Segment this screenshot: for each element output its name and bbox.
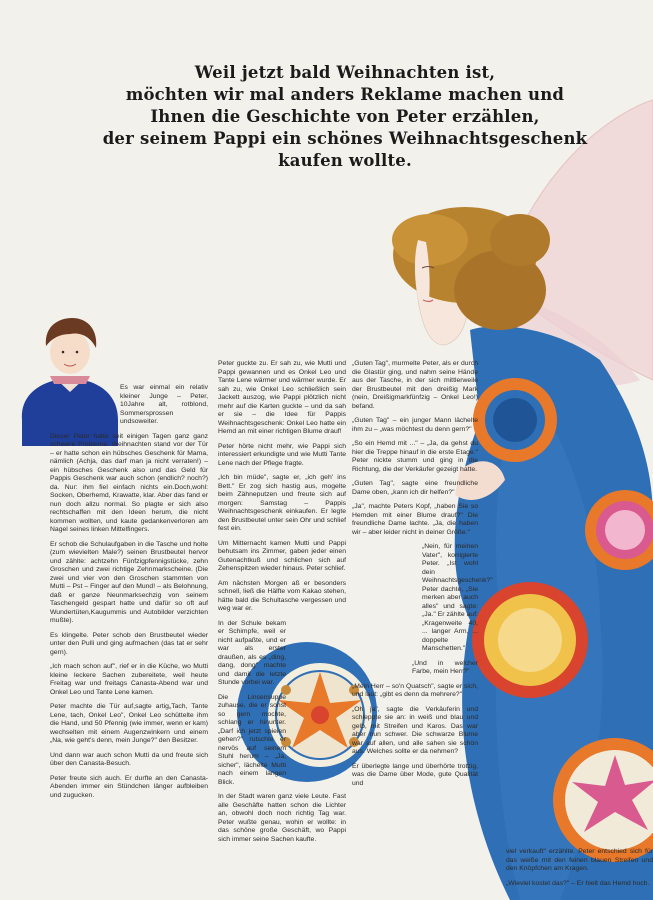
text-column-2 (218, 360, 346, 850)
paragraph: „Guten Tag", murmelte Peter, als er durch die Glastür ging, und nahm seine Hände aus der Tasche, in der sich mittlerweile der Brustbeutel mit den dreißig Mark (nein, Dreißigmarkfünfzig – Onkel Leo!) befand. (352, 360, 478, 410)
headline (95, 62, 595, 172)
paragraph: Die Linsensuppe zuhause, die er sonst so gern mochte, schlang er hinunter. „Darf ich jetzt spielen gehen?" rutschte er nervös auf seinem Stuhl herum – „Ja, sicher", lächelte Mutti nach einem langen Blick. (218, 693, 286, 786)
paragraph: Er schob die Schulaufgaben in die Tasche und holte (zum wievielten Male?) seinen Brustbeutel hervor und zählte: achtzehn Fünfzigpfennigstücke, zehn Groschen und zwei richtige Zehnmarkscheine. (Die zwei und vier von den Groschen stammten von Mutti – Pst – Finger auf den Mund! – als Belohnung, daß er ganze Neunmarksechzig von seinem Taschengeld gespart hatte und dafür so oft auf Wundertüten,Kaugummis und Autobilder verzichten mußte). (50, 540, 208, 624)
paragraph: In der Stadt waren ganz viele Leute. Fast alle Geschäfte hatten schon die Lichter an, obwohl doch noch richtig Tag war. Peter wußte genau, wohin er wollte: in das schöne große Geschäft, wo Pappi sich immer seine Sachen kaufte. (218, 793, 346, 843)
paragraph: „Guten Tag" – ein junger Mann lächelte ihm zu – „was möchtest du denn gern?" (352, 417, 478, 433)
paragraph: „Guten Tag", sagte eine freundliche Dame oben, „kann ich dir helfen?" (352, 480, 478, 496)
text-column-4 (506, 848, 653, 894)
paragraph: „Oh ja", sagte die Verkäuferin und schleppte sie an: in weiß und blau und gelb, mit Streifen und Karos. Das war aber nun schwer. Die schwarze Blume war auf allen, und alle sahen sie schön aus. Welches sollte er da nehmen? (352, 705, 478, 755)
paragraph: Er überlegte lange und überhörte trotzig, was die Dame über Mode, gute Qualität und (352, 762, 478, 787)
paragraph: Peter freute sich auch. Er durfte an den Canasta-Abenden immer ein Stündchen länger aufbleiben und zugucken. (50, 774, 208, 799)
paragraph: Und dann war auch schon Mutti da und freute sich über den Canasta-Besuch. (50, 751, 208, 767)
paragraph: Peter guckte zu. Er sah zu, wie Mutti und Pappi gewannen und es Onkel Leo und Tante Lene wärmer und wärmer wurde. Er sah zu, wie Onkel Leo schließlich sein Jackett auszog, wie Pappi plötzlich nicht mehr auf die Karten guckte – und da sah er sie – die Idee für Pappis Weihnachtsgeschenk: Onkel Leo hatte ein Hemd an mit einer richtigen Blume drauf! (218, 360, 346, 435)
headline-line: Weil jetzt bald Weihnachten ist, (194, 63, 496, 82)
paragraph: „Mein Herr – so'n Quatsch", sagte er sich, und laut: „gibt es denn da mehrere?" (352, 682, 478, 698)
text-column-1 (50, 384, 208, 806)
paragraph: „Ich bin müde", sagte er, „ich geh' ins Bett." Er zog sich hastig aus, mogelte beim Zähneputzen und freute sich auf morgen: Samstag – Pappis Weihnachtsgeschenk einkaufen. Er legte den Brustbeutel unter sein Ohr und schlief fest ein. (218, 474, 346, 532)
paragraph: „Wieviel kostet das?" – Er hielt das Hemd hoch. (506, 879, 650, 887)
paragraph: „So ein Hemd mit ..." – „Ja, da gehst du hier die Treppe hinauf in die erste Etage." Peter nickte stumm und ging in die Richtung, die der Verkäufer gezeigt hatte. (352, 440, 478, 473)
paragraph: „Nein, für meinen Vater", korrigierte Peter. „Ist wohl dein Weihnachtsgeschenk?" Peter dachte, „Sie merken aber auch alles" und sagte: „Ja." Er zählte auf: „Kragenweite 40, ... langer Arm, ... doppelte Manschetten." (422, 543, 493, 652)
headline-line: der seinem Pappi ein schönes Weihnachtsgeschenk (102, 129, 588, 148)
paragraph: Am nächsten Morgen aß er besonders schnell, ließ die Hälfte vom Kakao stehen, hätte bald die Schultasche vergessen und weg war er. (218, 579, 346, 612)
paragraph: „Und in welcher Farbe, mein Herr?" (412, 659, 478, 675)
paragraph: Peter hörte nicht mehr, wie Pappi sich interessiert erkundigte und wie Mutti Tante Lene nach der Pflege fragte. (218, 442, 346, 467)
paragraph: Um Mitternacht kamen Mutti und Pappi behutsam ins Zimmer, gaben jeder einen Gutenachtkuß und schlichen sich auf Zehenspitzen wieder hinaus. Peter schlief. (218, 539, 346, 572)
paragraph: Dieser Peter hatte seit einigen Tagen ganz ganz schwere Probleme. Weihnachten stand vor der Tür – er hatte schon ein hübsches Geschenk für Mama, nämlich (Achja, das darf man ja nicht verraten!) – ein hübsches Geschenk also und das Geld für Pappis Geschenk war auch schon (endlich? noch?) da. Nur: ihm fiel einfach nichts ein.Doch,wohl: Socken, Oberhemd, Krawatte, klar. Aber das fand er nun doch allzu normal. So plagte er sich also rechtschaffen mit den Ideen herum, die nicht kommen wollten, und kaute gedankenverloren am Nagel seines linken Mittelfingers. (50, 432, 208, 533)
gown-ornament-1 (473, 378, 557, 462)
text-column-3 (352, 360, 493, 794)
headline-line: möchten wir mal anders Reklame machen und (125, 85, 565, 104)
headline-line: Ihnen die Geschichte von Peter erzählen, (150, 107, 540, 126)
paragraph: Es klingelte. Peter schob den Brustbeutel wieder unter den Pulli und ging aufmachen (das tat er sehr gern). (50, 631, 208, 656)
headline-line: kaufen wollte. (278, 151, 412, 170)
paragraph: „Ich mach schon auf", rief er in die Küche, wo Mutti kleine leckere Sachen zubereitete, weil heute Freitag war und freitags Canasta-Abend war und Onkel Leo und Tante Lene kamen. (50, 663, 208, 696)
paragraph: Es war einmal ein relativ kleiner Junge – Peter, 10Jahre alt, rotblond, Sommersprossen undsoweiter. (120, 384, 208, 425)
paragraph: In der Schule bekam er Schimpfe, weil er nicht aufpaßte, und er war als erster draußen, als es „ding, dang, dong" machte und damit die letzte Stunde vorbei war. (218, 619, 286, 686)
paragraph: „Ja", machte Peters Kopf, „haben Sie so Hemden mit einer Blume drauf?" Die freundliche Dame lachte. „Ja, die haben wir – aber leider nicht in deiner Größe." (352, 503, 478, 536)
paragraph: Peter machte die Tür auf,sagte artig„Tach, Tante Lene, tach, Onkel Leo", Onkel Leo schüttelte ihm die Hand, und 50 Pfennig (wie immer, wenn er kam) wechselten mit einem Augenzwinkern und einem „Na, wie geht's denn, mein Junge?" den Besitzer. (50, 703, 208, 744)
paragraph: viel verkauft" erzählte. Peter entschied sich für das weiße mit den feinen blauen Streifen und den Knöpfchen am Kragen. (506, 848, 653, 872)
gown-ornament-3 (472, 582, 588, 698)
